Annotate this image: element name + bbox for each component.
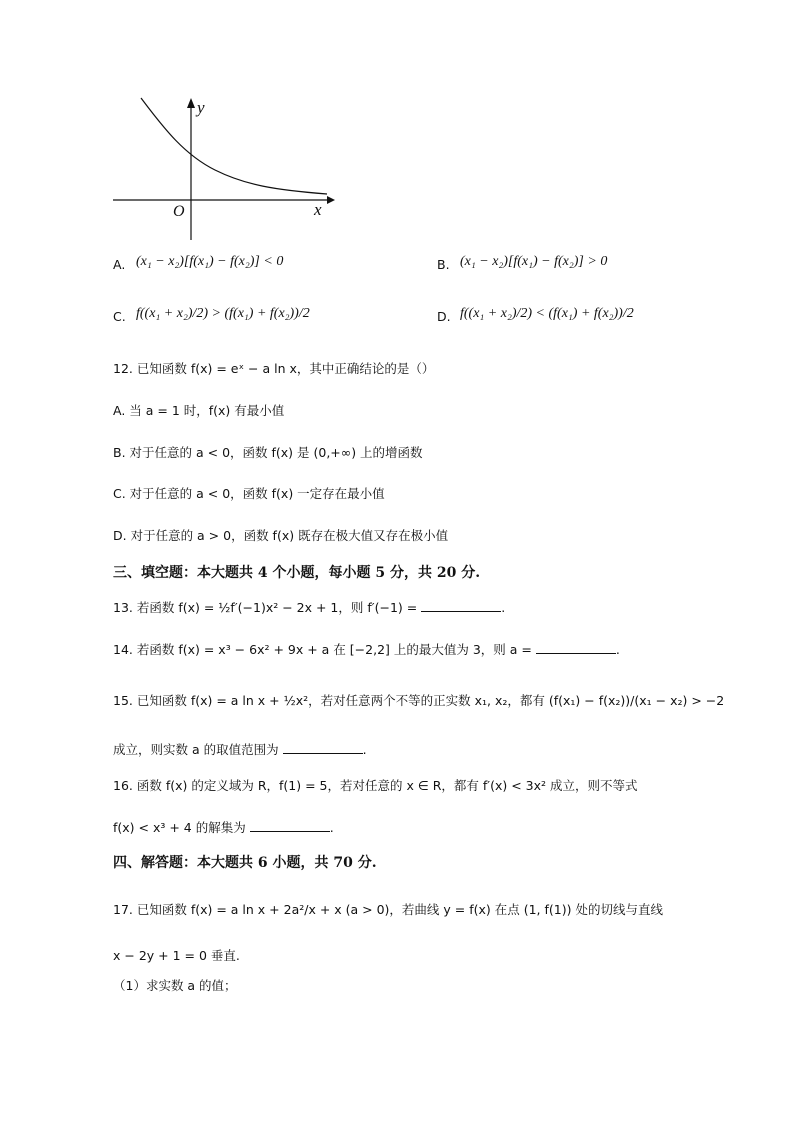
graph-y-label: y <box>197 98 205 117</box>
q14-answer-blank[interactable] <box>536 641 616 654</box>
q15-line-2 <box>113 740 367 758</box>
q12-option-d: D. 对于任意的 a > 0，函数 f(x) 既存在极大值又存在极小值 <box>113 528 449 543</box>
section-3-heading: 三、填空题：本大题共 4 个小题，每小题 5 分，共 20 分. <box>113 565 481 581</box>
q16-end: . <box>329 820 334 835</box>
q15-answer-blank[interactable] <box>283 741 363 754</box>
section-4-heading: 四、解答题：本大题共 6 小题，共 70 分. <box>113 855 377 871</box>
q14-end: . <box>615 642 620 657</box>
q14-line <box>113 640 620 658</box>
function-graph <box>105 90 345 250</box>
q11-option-b: (x₁ − x₂)[f(x₁) − f(x₂)] > 0 <box>460 254 608 269</box>
q15-end: . <box>362 742 367 757</box>
q11-option-c: f((x₁ + x₂)/2) > (f(x₁) + f(x₂))/2 <box>136 306 310 321</box>
q15-text: 成立，则实数 a 的取值范围为 <box>113 742 279 757</box>
q16-line-2 <box>113 818 334 836</box>
q11-option-d-letter: D. <box>437 309 451 324</box>
y-axis-arrow <box>187 98 195 108</box>
q17-part-1: （1）求实数 a 的值； <box>113 978 237 993</box>
decay-curve <box>141 98 327 194</box>
q11-option-c-letter: C. <box>113 309 126 324</box>
graph-x-label: x <box>314 200 322 219</box>
q11-option-b-letter: B. <box>437 257 450 272</box>
q16-answer-blank[interactable] <box>250 819 330 832</box>
q11-option-a: (x₁ − x₂)[f(x₁) − f(x₂)] < 0 <box>136 254 284 269</box>
x-axis-arrow <box>327 196 335 204</box>
q13-line <box>113 598 505 616</box>
q14-text: 14. 若函数 f(x) = x³ − 6x² + 9x + a 在 [−2,2] 上的最大值为 3，则 a = <box>113 642 532 657</box>
q12-option-a: A. 当 a = 1 时，f(x) 有最小值 <box>113 403 285 418</box>
q15-line-1: 15. 已知函数 f(x) = a ln x + ½x²，若对任意两个不等的正实数 x₁, x₂，都有 (f(x₁) − f(x₂))/(x₁ − x₂) > −2 <box>113 693 725 708</box>
q13-end: . <box>501 600 506 615</box>
q16-line-1: 16. 函数 f(x) 的定义域为 R，f(1) = 5，若对任意的 x ∈ R，都有 f′(x) < 3x² 成立，则不等式 <box>113 778 638 793</box>
graph-origin-label: O <box>173 203 185 220</box>
q12-stem: 12. 已知函数 f(x) = eˣ − a ln x，其中正确结论的是（） <box>113 361 435 376</box>
q12-option-c: C. 对于任意的 a < 0，函数 f(x) 一定存在最小值 <box>113 486 385 501</box>
q13-text: 13. 若函数 f(x) = ½f′(−1)x² − 2x + 1，则 f′(−1) = <box>113 600 418 615</box>
q16-text: f(x) < x³ + 4 的解集为 <box>113 820 246 835</box>
q11-option-a-letter: A. <box>113 257 126 272</box>
q17-line-1: 17. 已知函数 f(x) = a ln x + 2a²/x + x (a > 0)，若曲线 y = f(x) 在点 (1, f(1)) 处的切线与直线 <box>113 902 663 917</box>
q11-option-d: f((x₁ + x₂)/2) < (f(x₁) + f(x₂))/2 <box>460 306 634 321</box>
q13-answer-blank[interactable] <box>421 599 501 612</box>
q17-line-2: x − 2y + 1 = 0 垂直. <box>113 948 240 963</box>
q12-option-b: B. 对于任意的 a < 0，函数 f(x) 是 (0,+∞) 上的增函数 <box>113 445 423 460</box>
